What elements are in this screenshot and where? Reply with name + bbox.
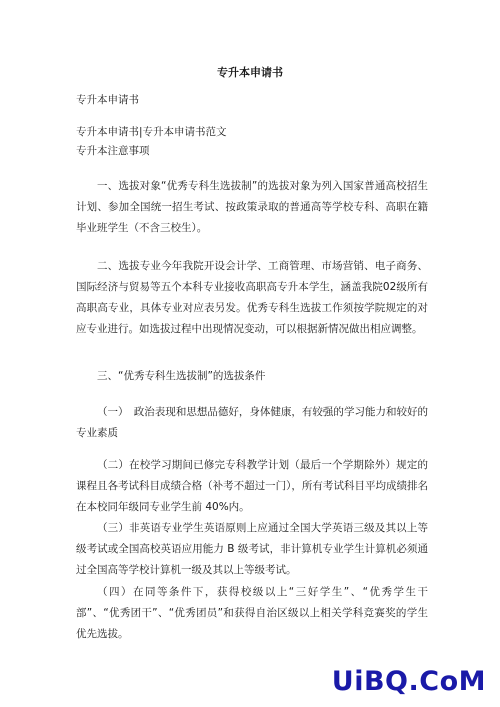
subtitle-line: 专升本申请书|专升本申请书范文 — [76, 126, 227, 138]
paragraph-selection-target — [76, 176, 428, 239]
paragraph-text: 一、选拔对象“优秀专科生选拔制”的选拔对象为列入国家普通高校招生计划、参加全国统一招生考试、按政策录取的普通高等学校专科、高职在籍毕业班学生（不含三校生）。 — [76, 180, 428, 234]
paragraph-text: （三）非英语专业学生英语原则上应通过全国大学英语三级及其以上等级考试或全国高校英语应用能力 B 级考试，非计算机专业学生计算机必须通过全国高等学校计算机一级及其以上等级考试。 — [76, 522, 428, 576]
site-watermark: UiBQ.CoM — [331, 666, 486, 697]
paragraph-condition-1 — [76, 402, 428, 444]
paragraph-text: （一） 政治表现和思想品德好，身体健康，有较强的学习能力和较好的专业素质 — [76, 406, 428, 439]
paragraph-text: 三、“优秀专科生选拔制”的选拔条件 — [97, 370, 266, 382]
paragraph-condition-2 — [76, 455, 428, 518]
paragraph-text: 二、选拔专业今年我院开设会计学、工商管理、市场营销、电子商务、国际经济与贸易等五个本科专业接收高职高专升本学生，涵盖我院02级所有高职高专业，具体专业对应表另发。优秀专科生选拔工作须按学院规定的对应专业进行。如选拔过程中出现情况变动，可以根据新情况做出相应调整。 — [76, 260, 428, 335]
subtitle-line: 专升本注意事项 — [76, 145, 150, 157]
paragraph-conditions-heading — [76, 366, 428, 387]
paragraph-condition-3 — [76, 518, 428, 581]
paragraph-text: （四）在同等条件下，获得校级以上“三好学生”、“优秀学生干部”、“优秀团干”、“优秀团员”和获得自治区级以上相关学科竞赛奖的学生优先选拔。 — [76, 586, 428, 640]
paragraph-selection-major — [76, 256, 428, 340]
paragraph-condition-4 — [76, 582, 428, 645]
document-title: 专升本申请书 — [217, 66, 283, 79]
paragraph-text: （二）在校学习期间已修完专科教学计划（最后一个学期除外）规定的课程且各考试科目成绩合格（补考不超过一门），所有考试科目平均成绩排名在本校同年级同专业学生前 40%内。 — [76, 459, 428, 513]
subtitle-line: 专升本申请书 — [76, 94, 139, 106]
